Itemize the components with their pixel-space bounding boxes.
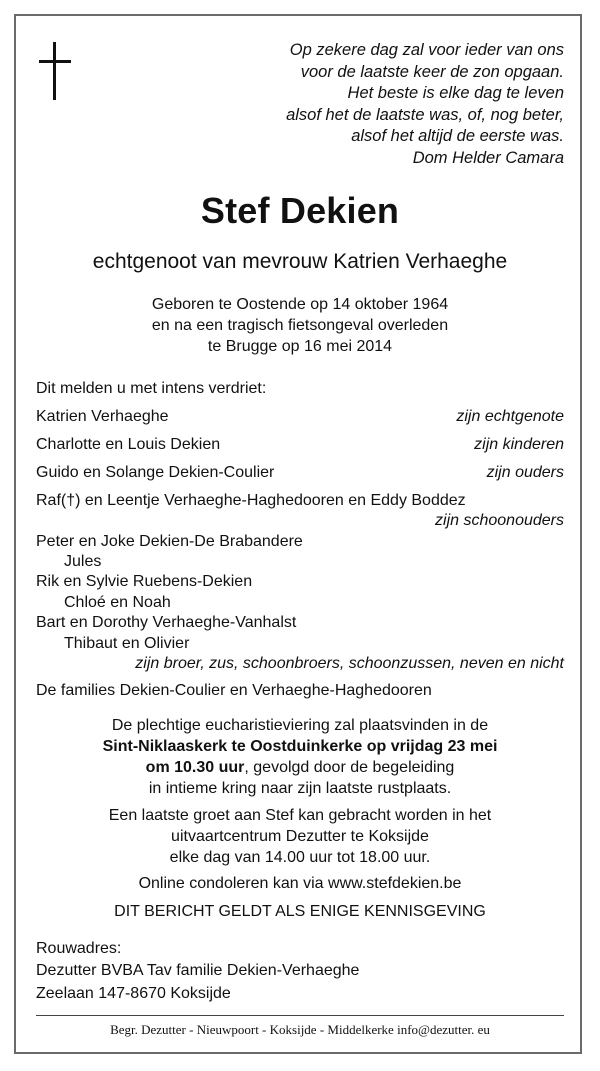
- service-time-line: [0, 757, 600, 778]
- families-line: De families Dekien-Coulier en Verhaeghe-Haghedooren: [36, 682, 432, 699]
- online-condolences: Online condoleren kan via www.stefdekien.be: [138, 875, 462, 892]
- quote-line: voor de laatste keer de zon opgaan.: [300, 62, 564, 81]
- relation-role: zijn ouders: [486, 464, 564, 481]
- relation-names: Guido en Solange Dekien-Coulier: [36, 464, 275, 481]
- footer-text: Begr. Dezutter - Nieuwpoort - Koksijde - Middelkerke info@dezutter. eu: [110, 1022, 490, 1037]
- relation-row: [36, 408, 564, 428]
- deceased-name: Stef Dekien: [200, 190, 400, 231]
- birth-line: en na een tragisch fietsongeval overleden: [151, 317, 449, 334]
- quote-line: Het beste is elke dag te leven: [347, 84, 564, 102]
- relation-row: [36, 464, 564, 484]
- sibling-couple: Bart en Dorothy Verhaeghe-Vanhalst: [36, 614, 297, 631]
- spouse-line: echtgenoot van mevrouw Katrien Verhaeghe: [92, 250, 508, 273]
- service-block: [0, 715, 600, 799]
- sibling-couple: Rik en Sylvie Ruebens-Dekien: [36, 573, 253, 590]
- quote-line: alsof het de laatste was, of, nog beter,: [286, 105, 564, 124]
- siblings-role: zijn broer, zus, schoonbroers, schoonzussen, neven en nicht: [135, 655, 564, 672]
- relation-role: zijn kinderen: [474, 436, 564, 453]
- service-line: De plechtige eucharistieviering zal plaatsvinden in de: [111, 717, 489, 734]
- sibling-children: Jules: [64, 553, 102, 570]
- inlaws-names: Raf(†) en Leentje Verhaeghe-Haghedooren en Eddy Boddez: [36, 492, 466, 509]
- birth-line: te Brugge op 16 mei 2014: [207, 338, 393, 355]
- relation-names: Charlotte en Louis Dekien: [36, 436, 221, 453]
- quote-author: Dom Helder Camara: [412, 148, 564, 167]
- footer-divider: [36, 1015, 564, 1016]
- quote-block: [134, 40, 564, 169]
- service-church: Sint-Niklaaskerk te Oostduinkerke op vrijdag 23 mei: [102, 738, 498, 755]
- farewell-line: Een laatste groet aan Stef kan gebracht worden in het: [108, 807, 492, 824]
- birth-line: Geboren te Oostende op 14 oktober 1964: [151, 296, 449, 313]
- inlaws-role: zijn schoonouders: [435, 512, 564, 529]
- address-label: Rouwadres:: [36, 940, 122, 957]
- mourners-intro: Dit melden u met intens verdriet:: [36, 380, 267, 397]
- notice-line: DIT BERICHT GELDT ALS ENIGE KENNISGEVING: [114, 903, 486, 920]
- relation-role: zijn echtgenote: [456, 408, 564, 425]
- sibling-couple: Peter en Joke Dekien-De Brabandere: [36, 533, 303, 550]
- relation-names: Katrien Verhaeghe: [36, 408, 169, 425]
- farewell-block: [0, 805, 600, 868]
- service-line: in intieme kring naar zijn laatste rustplaats.: [148, 780, 452, 797]
- address-line: Dezutter BVBA Tav familie Dekien-Verhaeghe: [36, 962, 360, 979]
- sibling-children: Thibaut en Olivier: [64, 635, 190, 652]
- birth-death-block: [0, 294, 600, 357]
- quote-line: alsof het altijd de eerste was.: [351, 127, 564, 145]
- address-line: Zeelaan 147-8670 Koksijde: [36, 985, 231, 1002]
- service-time-rest: , gevolgd door de begeleiding: [244, 759, 455, 776]
- relation-row: [36, 436, 564, 456]
- sibling-children: Chloé en Noah: [64, 594, 171, 611]
- farewell-line: elke dag van 14.00 uur tot 18.00 uur.: [169, 849, 431, 866]
- quote-line: Op zekere dag zal voor ieder van ons: [289, 41, 564, 59]
- farewell-line: uitvaartcentrum Dezutter te Koksijde: [171, 828, 429, 845]
- service-time: om 10.30 uur: [145, 759, 245, 776]
- cross-icon: [36, 42, 76, 104]
